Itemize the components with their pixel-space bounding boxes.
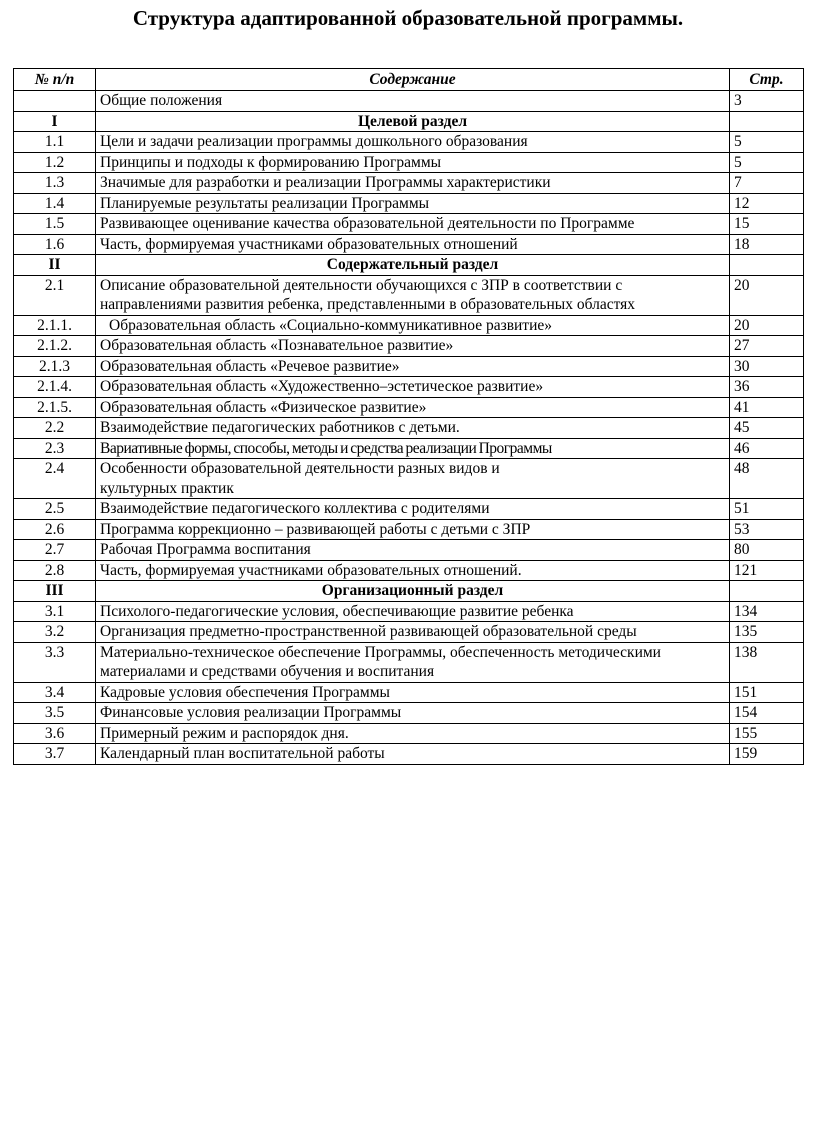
table-row: [14, 173, 804, 194]
row-page: 20: [730, 275, 804, 315]
row-page: 53: [730, 519, 804, 540]
row-page: 5: [730, 152, 804, 173]
table-row: [14, 234, 804, 255]
row-num: 3.7: [14, 744, 96, 765]
row-page: [730, 255, 804, 276]
row-page: 3: [730, 91, 804, 112]
row-content: Календарный план воспитательной работы: [96, 744, 730, 765]
table-row: [14, 601, 804, 622]
row-content: Образовательная область «Физическое развитие»: [96, 397, 730, 418]
table-row: [14, 397, 804, 418]
section-title: Организационный раздел: [96, 581, 730, 602]
row-num: 2.7: [14, 540, 96, 561]
row-num: 3.1: [14, 601, 96, 622]
table-row: [14, 214, 804, 235]
row-content: Программа коррекционно – развивающей работы с детьми с ЗПР: [96, 519, 730, 540]
table-row: [14, 499, 804, 520]
row-content-text: Вариативные формы, способы, методы и средства реализации Программы: [100, 439, 552, 457]
row-page: 48: [730, 459, 804, 499]
row-num: 2.1: [14, 275, 96, 315]
row-content: Образовательная область «Речевое развитие»: [96, 356, 730, 377]
row-page: 138: [730, 642, 804, 682]
table-row: [14, 275, 804, 315]
row-num: 1.3: [14, 173, 96, 194]
row-content: Финансовые условия реализации Программы: [96, 703, 730, 724]
row-num: 1.1: [14, 132, 96, 153]
row-num: 2.1.1.: [14, 315, 96, 336]
section-title: Целевой раздел: [96, 111, 730, 132]
row-num: 2.2: [14, 418, 96, 439]
row-page: 12: [730, 193, 804, 214]
row-page: [730, 111, 804, 132]
section-row: [14, 111, 804, 132]
row-num: 3.6: [14, 723, 96, 744]
row-content: Примерный режим и распорядок дня.: [96, 723, 730, 744]
row-page: 7: [730, 173, 804, 194]
row-content: Часть, формируемая участниками образовательных отношений: [96, 234, 730, 255]
table-row: [14, 152, 804, 173]
row-page: 15: [730, 214, 804, 235]
row-page: 30: [730, 356, 804, 377]
row-content: Цели и задачи реализации программы дошкольного образования: [96, 132, 730, 153]
row-num: 1.4: [14, 193, 96, 214]
row-content: Особенности образовательной деятельности разных видов и культурных практик: [96, 459, 730, 499]
section-row: [14, 255, 804, 276]
row-content: Образовательная область «Познавательное развитие»: [96, 336, 730, 357]
row-content: Кадровые условия обеспечения Программы: [96, 682, 730, 703]
row-page: 151: [730, 682, 804, 703]
row-page: 5: [730, 132, 804, 153]
row-num: 1.2: [14, 152, 96, 173]
row-page: 154: [730, 703, 804, 724]
row-num: 3.5: [14, 703, 96, 724]
row-num: 1.6: [14, 234, 96, 255]
table-row: [14, 622, 804, 643]
row-content: Образовательная область «Социально-коммуникативное развитие»: [96, 315, 730, 336]
row-num: 2.1.2.: [14, 336, 96, 357]
row-page: 36: [730, 377, 804, 398]
row-num: 3.3: [14, 642, 96, 682]
row-content: Взаимодействие педагогических работников с детьми.: [96, 418, 730, 439]
table-row: [14, 193, 804, 214]
row-num: 2.5: [14, 499, 96, 520]
row-page: 27: [730, 336, 804, 357]
table-row: [14, 438, 804, 459]
document-title: Структура адаптированной образовательной программы.: [132, 6, 684, 30]
row-content: Описание образовательной деятельности обучающихся с ЗПР в соответствии с направлениями развития ребенка, представленными в образовательных областях: [96, 275, 730, 315]
header-content: Содержание: [96, 69, 730, 91]
table-row: [14, 682, 804, 703]
table-row: [14, 356, 804, 377]
row-num: 2.1.3: [14, 356, 96, 377]
table-row: [14, 744, 804, 765]
row-num: [14, 91, 96, 112]
row-page: 134: [730, 601, 804, 622]
header-num: № п/п: [14, 69, 96, 91]
row-num: 2.3: [14, 438, 96, 459]
section-title: Содержательный раздел: [96, 255, 730, 276]
row-content: Психолого-педагогические условия, обеспечивающие развитие ребенка: [96, 601, 730, 622]
section-row: [14, 581, 804, 602]
row-content: Значимые для разработки и реализации Программы характеристики: [96, 173, 730, 194]
row-content: Развивающее оценивание качества образовательной деятельности по Программе: [96, 214, 730, 235]
row-num: 3.2: [14, 622, 96, 643]
header-page: Стр.: [730, 69, 804, 91]
row-num: 1.5: [14, 214, 96, 235]
row-content: Планируемые результаты реализации Программы: [96, 193, 730, 214]
row-num: 2.4: [14, 459, 96, 499]
contents-table: [13, 68, 804, 765]
row-content: [96, 438, 730, 459]
section-num: II: [14, 255, 96, 276]
row-page: 135: [730, 622, 804, 643]
row-content: Общие положения: [96, 91, 730, 112]
table-row: [14, 315, 804, 336]
row-num: 2.1.4.: [14, 377, 96, 398]
row-page: 155: [730, 723, 804, 744]
row-content: Принципы и подходы к формированию Программы: [96, 152, 730, 173]
row-num: 2.6: [14, 519, 96, 540]
row-page: 20: [730, 315, 804, 336]
row-page: 121: [730, 560, 804, 581]
row-page: 46: [730, 438, 804, 459]
row-content: Взаимодействие педагогического коллектива с родителями: [96, 499, 730, 520]
table-row: [14, 642, 804, 682]
table-row: [14, 459, 804, 499]
row-num: 2.8: [14, 560, 96, 581]
row-page: 80: [730, 540, 804, 561]
table-row: [14, 519, 804, 540]
row-content: Организация предметно-пространственной развивающей образовательной среды: [96, 622, 730, 643]
table-header-row: [14, 69, 804, 91]
table-row: [14, 336, 804, 357]
row-page: 51: [730, 499, 804, 520]
table-row: [14, 560, 804, 581]
row-page: [730, 581, 804, 602]
table-row: [14, 132, 804, 153]
table-row: [14, 418, 804, 439]
section-num: III: [14, 581, 96, 602]
table-row: [14, 377, 804, 398]
row-num: 3.4: [14, 682, 96, 703]
table-row: [14, 723, 804, 744]
table-row: [14, 91, 804, 112]
table-row: [14, 540, 804, 561]
row-page: 18: [730, 234, 804, 255]
row-content: Материально-техническое обеспечение Программы, обеспеченность методическими материалами и средствами обучения и воспитания: [96, 642, 730, 682]
row-page: 159: [730, 744, 804, 765]
table-row: [14, 703, 804, 724]
row-content: Рабочая Программа воспитания: [96, 540, 730, 561]
section-num: I: [14, 111, 96, 132]
row-num: 2.1.5.: [14, 397, 96, 418]
row-page: 45: [730, 418, 804, 439]
row-page: 41: [730, 397, 804, 418]
row-content: Часть, формируемая участниками образовательных отношений.: [96, 560, 730, 581]
row-content: Образовательная область «Художественно–эстетическое развитие»: [96, 377, 730, 398]
